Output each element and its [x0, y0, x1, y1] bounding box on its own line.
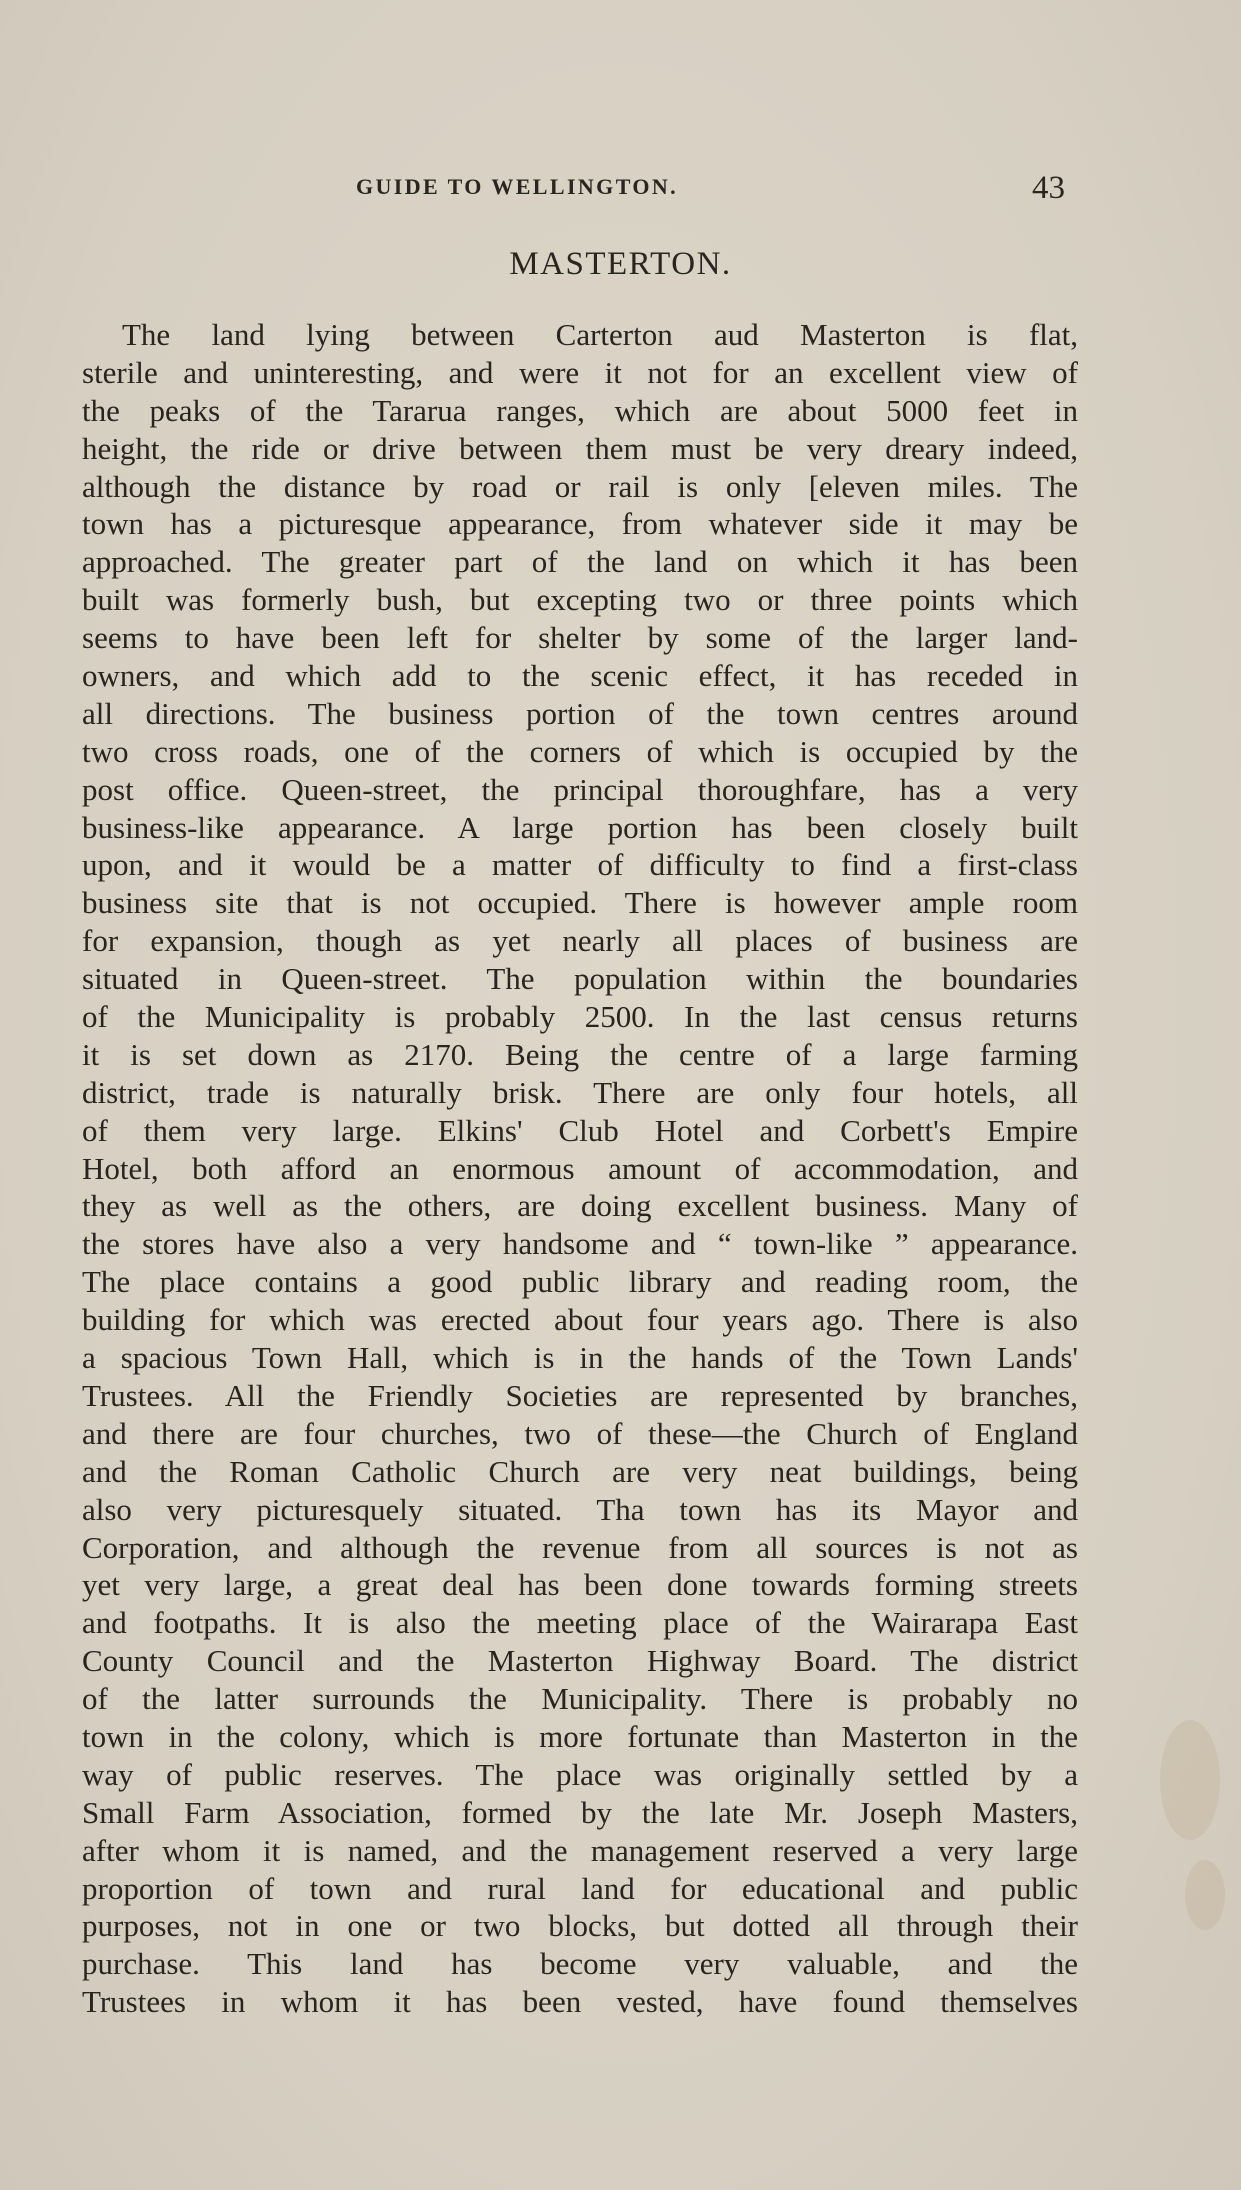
text-line: also very picturesquely situated. Tha town has its Mayor and	[82, 1491, 1078, 1527]
text-line: Small Farm Association, formed by the late Mr. Joseph Masters,	[82, 1794, 1078, 1830]
text-line: town in the colony, which is more fortunate than Masterton in the	[82, 1718, 1078, 1754]
text-line: sterile and uninteresting, and were it not for an excellent view of	[82, 354, 1078, 390]
text-line: Corporation, and although the revenue from all sources is not as	[82, 1529, 1078, 1565]
text-line: of the Municipality is probably 2500. In the last census returns	[82, 999, 1078, 1035]
text-line: upon, and it would be a matter of difficulty to find a first-class	[82, 847, 1078, 883]
running-title: GUIDE TO WELLINGTON.	[356, 174, 679, 199]
text-line: Trustees. All the Friendly Societies are represented by branches,	[82, 1377, 1078, 1413]
text-line: the stores have also a very handsome and “ town-like ” appearance.	[82, 1226, 1078, 1262]
text-line: of the latter surrounds the Municipality. There is probably no	[82, 1681, 1078, 1717]
text-line: post office. Queen-street, the principal thoroughfare, has a very	[82, 771, 1078, 807]
text-line: County Council and the Masterton Highway Board. The district	[82, 1643, 1078, 1679]
text-line: approached. The greater part of the land on which it has been	[82, 544, 1078, 580]
text-line: and the Roman Catholic Church are very neat buildings, being	[82, 1453, 1078, 1489]
text-line: proportion of town and rural land for educational and public	[82, 1870, 1078, 1906]
text-line: and footpaths. It is also the meeting place of the Wairarapa East	[82, 1605, 1078, 1641]
text-line: of them very large. Elkins' Club Hotel and Corbett's Empire	[82, 1112, 1078, 1148]
text-line: and there are four churches, two of these—the Church of England	[82, 1415, 1078, 1451]
text-line: after whom it is named, and the management reserved a very large	[82, 1832, 1078, 1868]
text-line: purchase. This land has become very valuable, and the	[82, 1946, 1078, 1982]
running-head	[0, 170, 1241, 210]
text-line: it is set down as 2170. Being the centre of a large farming	[82, 1036, 1078, 1072]
foxing-stain	[1160, 1720, 1220, 1840]
text-line: business site that is not occupied. There is however ample room	[82, 885, 1078, 921]
section-title: MASTERTON.	[509, 246, 732, 282]
text-line: all directions. The business portion of the town centres around	[82, 695, 1078, 731]
text-line: district, trade is naturally brisk. There are only four hotels, all	[82, 1074, 1078, 1110]
body-paragraph	[82, 316, 1078, 2021]
text-line: they as well as the others, are doing excellent business. Many of	[82, 1188, 1078, 1224]
text-line: the peaks of the Tararua ranges, which are about 5000 feet in	[82, 392, 1078, 428]
text-line: built was formerly bush, but excepting two or three points which	[82, 582, 1078, 618]
text-line: Hotel, both afford an enormous amount of accommodation, and	[82, 1150, 1078, 1186]
text-line: business-like appearance. A large portion has been closely built	[82, 809, 1078, 845]
text-line: seems to have been left for shelter by some of the larger land-	[82, 620, 1078, 656]
text-line: situated in Queen-street. The population within the boundaries	[82, 961, 1078, 997]
text-line: for expansion, though as yet nearly all places of business are	[82, 923, 1078, 959]
text-line: town has a picturesque appearance, from whatever side it may be	[82, 506, 1078, 542]
text-line: two cross roads, one of the corners of which is occupied by the	[82, 733, 1078, 769]
text-line: building for which was erected about four years ago. There is also	[82, 1302, 1078, 1338]
text-line: way of public reserves. The place was originally settled by a	[82, 1756, 1078, 1792]
text-line: a spacious Town Hall, which is in the hands of the Town Lands'	[82, 1340, 1078, 1376]
text-line: The place contains a good public library and reading room, the	[82, 1264, 1078, 1300]
text-line: purposes, not in one or two blocks, but dotted all through their	[82, 1908, 1078, 1944]
text-line: Trustees in whom it has been vested, have found themselves	[82, 1984, 1078, 2020]
foxing-stain	[1185, 1860, 1225, 1930]
text-line: height, the ride or drive between them must be very dreary indeed,	[82, 430, 1078, 466]
text-line: yet very large, a great deal has been done towards forming streets	[82, 1567, 1078, 1603]
text-line: although the distance by road or rail is only [eleven miles. The	[82, 468, 1078, 504]
text-line: owners, and which add to the scenic effect, it has receded in	[82, 658, 1078, 694]
page-number: 43	[1032, 170, 1065, 206]
text-line: The land lying between Carterton aud Masterton is flat,	[122, 317, 1078, 352]
